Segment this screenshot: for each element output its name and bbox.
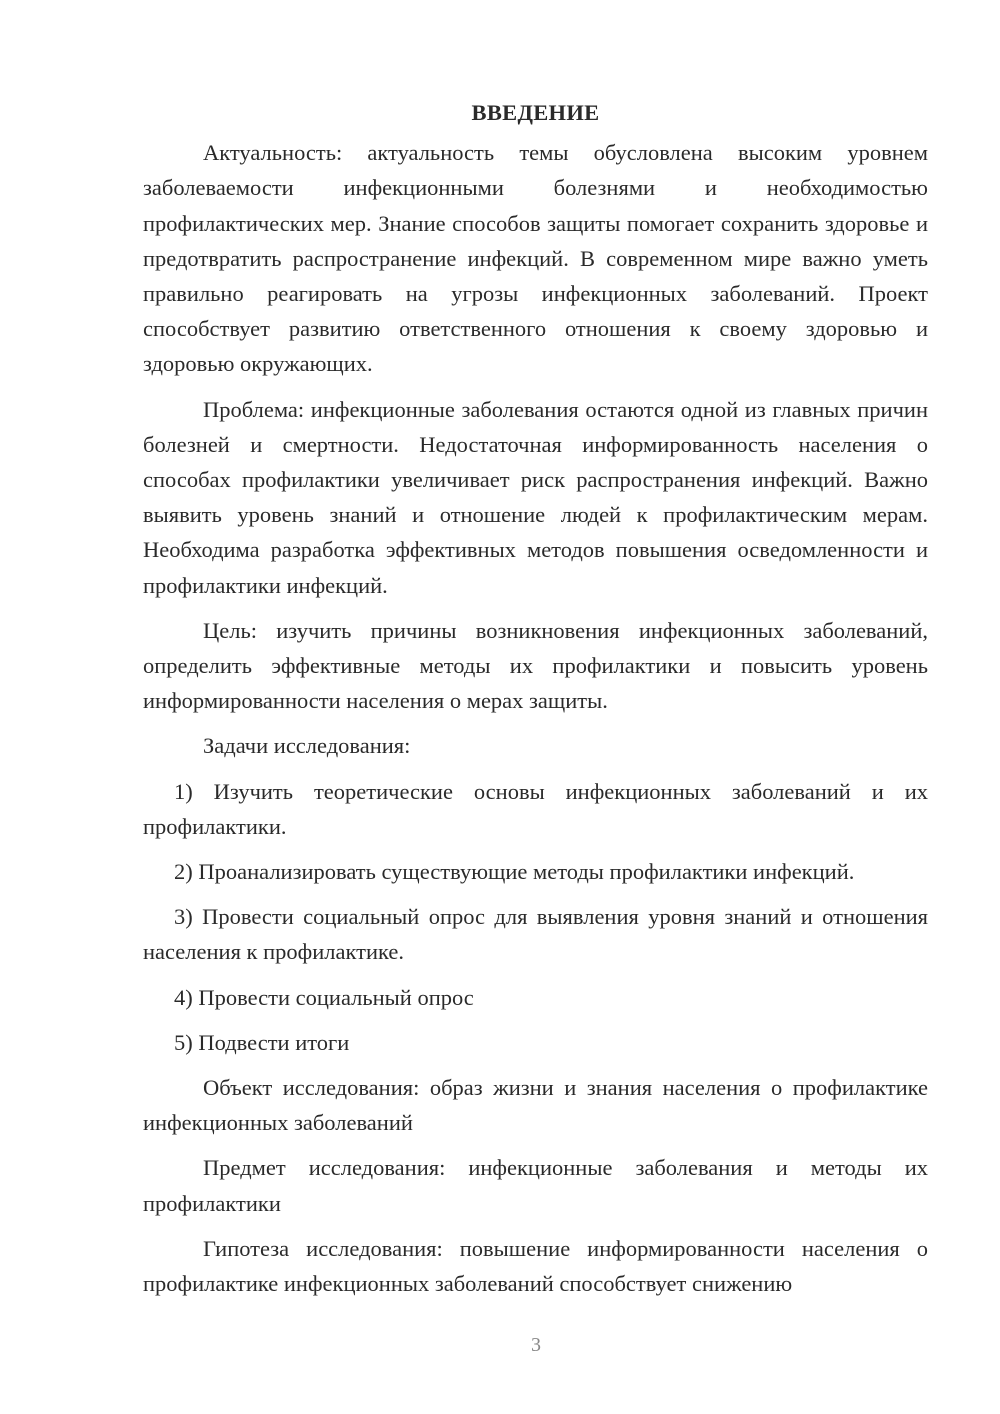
paragraph-relevance: Актуальность: актуальность темы обусловлена высоким уровнем заболеваемости инфекционными болезнями и необходимостью профилактических мер. Знание способов защиты помогает сохранить здоровье и предотвратить распространение инфекций. В современном мире важно уметь правильно реагировать на угрозы инфекционных заболеваний. Проект способствует развитию ответственного отношения к своему здоровью и здоровью окружающих. — [143, 140, 928, 377]
section-title: ВВЕДЕНИЕ — [471, 100, 600, 125]
task-item-5: 5) Подвести итоги — [174, 1029, 350, 1055]
paragraph-goal: Цель: изучить причины возникновения инфекционных заболеваний, определить эффективные методы их профилактики и повысить уровень информированности населения о мерах защиты. — [143, 617, 928, 714]
page-number: 3 — [531, 1334, 541, 1356]
tasks-heading: Задачи исследования: — [203, 733, 411, 759]
task-item-4: 4) Провести социальный опрос — [174, 984, 474, 1010]
paragraph-subject: Предмет исследования: инфекционные заболевания и методы их профилактики — [143, 1155, 928, 1216]
paragraph-object: Объект исследования: образ жизни и знания населения о профилактике инфекционных заболеваний — [143, 1075, 928, 1136]
task-item-2: 2) Проанализировать существующие методы профилактики инфекций. — [174, 859, 855, 885]
paragraph-hypothesis: Гипотеза исследования: повышение информированности населения о профилактике инфекционных заболеваний способствует снижению — [143, 1235, 928, 1297]
page-content — [143, 95, 928, 1311]
task-item-3: 3) Провести социальный опрос для выявления уровня знаний и отношения населения к профилактике. — [143, 904, 928, 965]
paragraph-problem: Проблема: инфекционные заболевания остаются одной из главных причин болезней и смертности. Недостаточная информированность населения о способах профилактики увеличивает риск распространения инфекций. Важно выявить уровень знаний и отношение людей к профилактическим мерам. Необходима разработка эффективных методов повышения осведомленности и профилактики инфекций. — [143, 396, 928, 598]
task-item-1: 1) Изучить теоретические основы инфекционных заболеваний и их профилактики. — [143, 778, 928, 839]
